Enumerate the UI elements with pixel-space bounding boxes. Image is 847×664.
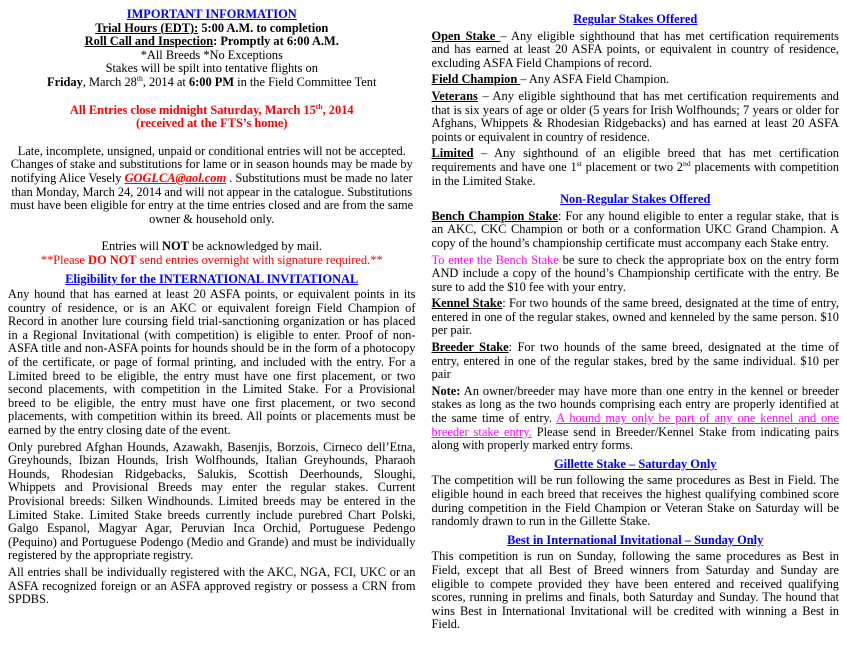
text-segment: , March 28 — [82, 74, 137, 89]
breeds-paragraph — [8, 441, 416, 563]
text-segment: This competition is run on Sunday, following the same procedures as Best in Field, except that all Best of Breed winners from Saturday and Sunday are eligible to compete provided they have been entered and received qualifying scores, running in prelims and finals, both Saturday and Sunday. The hound that wins Best in International Invitational will be credited with winning a Best in Field. — [431, 549, 839, 632]
text-segment: 6:00 PM — [188, 74, 235, 89]
left-column — [8, 8, 416, 660]
text-segment: Note: — [431, 383, 461, 398]
text-segment: Breeder Stake — [431, 340, 509, 355]
non-regular-stakes-heading — [432, 193, 840, 207]
text-segment: : Promptly at 6:00 A.M. — [213, 34, 339, 49]
text-segment: All Entries close midnight Saturday, March 15 — [69, 102, 316, 117]
kennel-stake-paragraph — [432, 297, 840, 338]
text-segment: Any hound that has earned at least 20 ASFA points, or equivalent points in its country of residence, or is an AKC or equivalent foreign Field Champion of Record in another lure coursing field trial-sanctioning organization or has placed in a Regional Invitational (with competition) is eligible to enter. Proof of non-ASFA title and non-ASFA points for hounds should be in the form of a photocopy of the certificate, or page of formal printing, and included with the entry. For a Limited breed to be eligible, the entry must have one first placement, or two second placements, with competition in the Limited Stake. For a Provisional breed to be eligible, the entry must have one first placement, or two second placements, with competition within its breed. All points or placements must be earned by the entry closing date of the event. — [8, 287, 416, 438]
text-segment: be sure to check the appropriate box on the entry form AND include a copy of the hound’s Championship certificate with the entry. Be sure to add the $10 fee with your entry. — [431, 252, 839, 294]
text-segment: NOT — [162, 239, 189, 254]
eligibility-heading — [8, 273, 416, 287]
breeder-stake-paragraph — [432, 341, 840, 382]
text-segment: *All Breeds *No Exceptions — [140, 47, 283, 62]
text-segment: 5:00 A.M. to completion — [198, 20, 329, 35]
text-segment: Open Stake — [431, 28, 501, 43]
text-segment: DO NOT — [88, 252, 137, 267]
text-segment: Trial Hours (EDT): — [95, 20, 199, 35]
text-segment: Regular Stakes Offered — [573, 12, 698, 26]
text-segment: send entries overnight with signature required.** — [136, 252, 383, 267]
text-segment: placement or two 2 — [581, 159, 683, 174]
best-in-invitational-heading — [432, 534, 840, 548]
text-segment: Late, incomplete, unsigned, unpaid or conditional entries will not be accepted. Changes of stake and substitutions for lame or in season hounds may be made by notifying Alice Vesely — [10, 143, 413, 185]
trial-hours-line — [8, 22, 416, 36]
late-entries-paragraph — [8, 145, 416, 227]
veterans-paragraph — [432, 90, 840, 144]
gillette-stake-heading — [432, 458, 840, 472]
text-segment: – Any eligible sighthound that has met certification requirements and has earned at least 20 ASFA points, or equivalent in country of residence, excluding ASFA Field Champions of record. — [431, 28, 839, 70]
text-segment: st — [576, 158, 582, 168]
roll-call-line — [8, 35, 416, 49]
bench-stake-note-paragraph — [432, 254, 840, 295]
text-segment: : For two hounds of the same breed, designated at the time of entry, entered in one of the regular stakes, owned and kenneled by the same person. $10 per pair. — [431, 296, 839, 338]
registration-paragraph — [8, 566, 416, 607]
text-segment: , 2014 at — [142, 74, 189, 89]
text-segment: Friday — [47, 74, 83, 89]
text-segment: – Any ASFA Field Champion. — [520, 72, 670, 87]
text-segment: (received at the FTS’s home) — [136, 116, 288, 131]
stakes-split-line — [8, 62, 416, 76]
email-link[interactable]: GOGLCA@aol.com — [124, 170, 227, 185]
text-segment: Limited — [431, 146, 474, 161]
text-segment: All entries shall be individually registered with the AKC, NGA, FCI, UKC or an ASFA recognized foreign or an ASFA approved registry or possess a CRN from SPDBS. — [8, 564, 416, 607]
text-segment: A hound may only be part of any one kennel and one breeder stake entry. — [431, 411, 839, 439]
bench-champion-paragraph — [432, 210, 840, 251]
text-segment: th — [136, 73, 143, 83]
text-segment: IMPORTANT INFORMATION — [126, 7, 297, 21]
field-champion-paragraph — [432, 73, 840, 87]
eligibility-paragraph — [8, 288, 416, 438]
text-segment: Roll Call and Inspection — [84, 34, 214, 49]
text-segment: Eligibility for the INTERNATIONAL INVITATIONAL — [65, 271, 359, 286]
note-paragraph — [432, 385, 840, 453]
text-segment: Best in International Invitational – Sunday Only — [507, 532, 764, 547]
entries-close-line — [8, 101, 416, 118]
text-segment: Bench Champion Stake — [431, 208, 558, 223]
text-segment: Only purebred Afghan Hounds, Azawakh, Basenjis, Borzois, Cirneco dell’Etna, Greyhounds, Ibizan Hounds, Irish Wolfhounds, Italian Greyhounds, Pharaoh Hounds, Rhodesian Ridgebacks, Salukis, Scottish Deerhounds, Sloughi, Whippets and Provisional Breeds may enter the regular stakes. Current Provisional breeds: Silken Windhounds. Limited breeds may be entered in the Limited Stake. Limited Stake breeds currently include purebred Chart Polski, Galgo Espanol, Magyar Agar, Peruvian Inca Orchid, Portuguese Pedengo (Pequino) and Portuguese Podengo (Medio and Grande) and must be individually registered by the appropriate registry. — [8, 439, 416, 563]
best-in-invitational-paragraph — [432, 550, 840, 632]
text-segment: in the Field Committee Tent — [234, 74, 377, 89]
gillette-stake-paragraph — [432, 474, 840, 528]
text-segment: th — [315, 101, 323, 111]
received-line — [8, 117, 416, 131]
text-segment: . Substitutions must be made no later than Monday, March 24, 2014 and will not appear in the catalogue. Substitutions must have been eligible for entry at the time entries closed and are from the same owner & household only. — [10, 170, 414, 226]
text-segment: Kennel Stake — [431, 296, 503, 311]
text-segment: Non-Regular Stakes Offered — [560, 192, 711, 207]
not-acknowledged-line — [8, 240, 416, 254]
text-segment: Gillette Stake – Saturday Only — [554, 456, 717, 471]
text-segment: – Any sighthound of an eligible breed that has met certification requirements and have one 1 — [431, 146, 839, 174]
friday-line — [8, 73, 416, 90]
limited-paragraph — [432, 147, 840, 188]
all-breeds-line — [8, 49, 416, 63]
text-segment: Please send in Breeder/Kennel Stake from indicating pairs along with properly marked entry forms. — [431, 424, 839, 453]
text-segment: placements with competition in the Limited Stake. — [431, 159, 839, 188]
text-segment: Stakes will be spilt into tentative flights on — [105, 61, 318, 76]
open-stake-paragraph — [432, 30, 840, 71]
text-segment: – Any eligible sighthound that has met certification requirements and that is six years of age or older (5 years for Irish Wolfhounds; 7 years or older for Afghans, Whippets & Rhodesian Ridgebacks) and has earned at least 20 ASFA points or equivalent in country of residence. — [431, 88, 839, 144]
text-segment: Entries will — [101, 239, 163, 254]
text-segment: An owner/breeder may have more than one entry in the kennel or breeder stakes as long as the two hounds comprising each entry are properly identified at the same time of entry. — [431, 383, 839, 426]
important-information-heading — [8, 8, 416, 22]
text-segment: The competition will be run following the same procedures as Best in Field. The eligible hound in each breed that receives the highest qualifying combined score during competition in the Field Champion or Veteran Stake on Saturday will be randomly drawn to run in the Gillette Stake. — [431, 473, 839, 529]
text-segment: Field Champion — [431, 72, 521, 87]
regular-stakes-heading — [432, 13, 840, 27]
do-not-send-line — [8, 254, 416, 268]
text-segment: nd — [683, 158, 691, 168]
text-segment: Veterans — [431, 88, 478, 103]
text-segment: : For two hounds of the same breed, designated at the time of entry, entered in one of the regular stakes, bred by the same individual. $10 per pair — [431, 340, 839, 382]
text-segment: be acknowledged by mail. — [188, 239, 323, 254]
text-segment: **Please — [40, 252, 89, 267]
text-segment: : For any hound eligible to enter a regular stake, that is an AKC, CKC Champion or both or a conformation UKC Grand Champion. A copy of the hound’s championship certificate must accompany each Stake entry. — [431, 208, 839, 250]
text-segment: To enter the Bench Stake — [431, 252, 559, 267]
text-segment: , 2014 — [322, 102, 354, 117]
right-column — [432, 8, 840, 660]
